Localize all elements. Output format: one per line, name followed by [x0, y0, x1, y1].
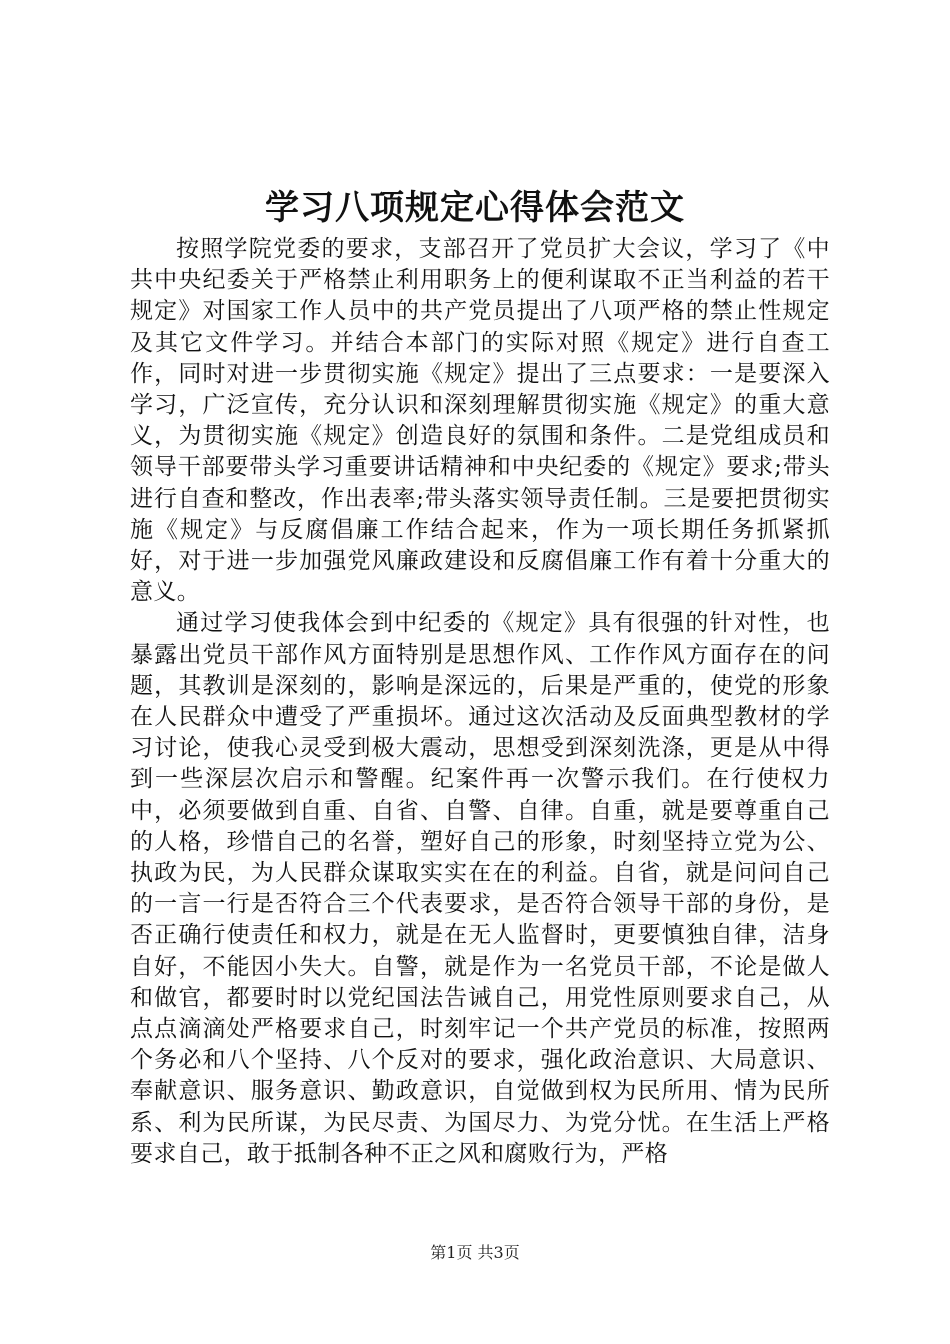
document-body	[130, 234, 830, 1170]
page-number-footer: 第1页 共3页	[430, 1243, 520, 1262]
document-title: 学习八项规定心得体会范文	[265, 188, 685, 228]
paragraph-2: 通过学习使我体会到中纪委的《规定》具有很强的针对性，也暴露出党员干部作风方面特别是思想作风、工作作风方面存在的问题，其教训是深刻的，影响是深远的，后果是严重的，使党的形象在人民群众中遭受了严重损坏。通过这次活动及反面典型教材的学习讨论，使我心灵受到极大震动，思想受到深刻洗涤，更是从中得到一些深层次启示和警醒。纪案件再一次警示我们。在行使权力中，必须要做到自重、自省、自警、自律。自重，就是要尊重自己的人格，珍惜自己的名誉，塑好自己的形象，时刻坚持立党为公、执政为民，为人民群众谋取实实在在的利益。自省，就是问问自己的一言一行是否符合三个代表要求，是否符合领导干部的身份，是否正确行使责任和权力，就是在无人监督时，更要慎独自律，洁身自好，不能因小失大。自警，就是作为一名党员干部，不论是做人和做官，都要时时以党纪国法告诫自己，用党性原则要求自己，从点点滴滴处严格要求自己，时刻牢记一个共产党员的标准，按照两个务必和八个坚持、八个反对的要求，强化政治意识、大局意识、奉献意识、服务意识、勤政意识，自觉做到权为民所用、情为民所系、利为民所谋，为民尽责、为国尽力、为党分忧。在生活上严格要求自己，敢于抵制各种不正之风和腐败行为，严格	[130, 610, 830, 1167]
paragraph-1: 按照学院党委的要求，支部召开了党员扩大会议，学习了《中共中央纪委关于严格禁止利用职务上的便利谋取不正当利益的若干规定》对国家工作人员中的共产党员提出了八项严格的禁止性规定及其它文件学习。并结合本部门的实际对照《规定》进行自查工作，同时对进一步贯彻实施《规定》提出了三点要求：一是要深入学习，广泛宣传，充分认识和深刻理解贯彻实施《规定》的重大意义，为贯彻实施《规定》创造良好的氛围和条件。二是党组成员和领导干部要带头学习重要讲话精神和中央纪委的《规定》要求;带头进行自查和整改，作出表率;带头落实领导责任制。三是要把贯彻实施《规定》与反腐倡廉工作结合起来，作为一项长期任务抓紧抓好，对于进一步加强党风廉政建设和反腐倡廉工作有着十分重大的意义。	[130, 236, 830, 606]
